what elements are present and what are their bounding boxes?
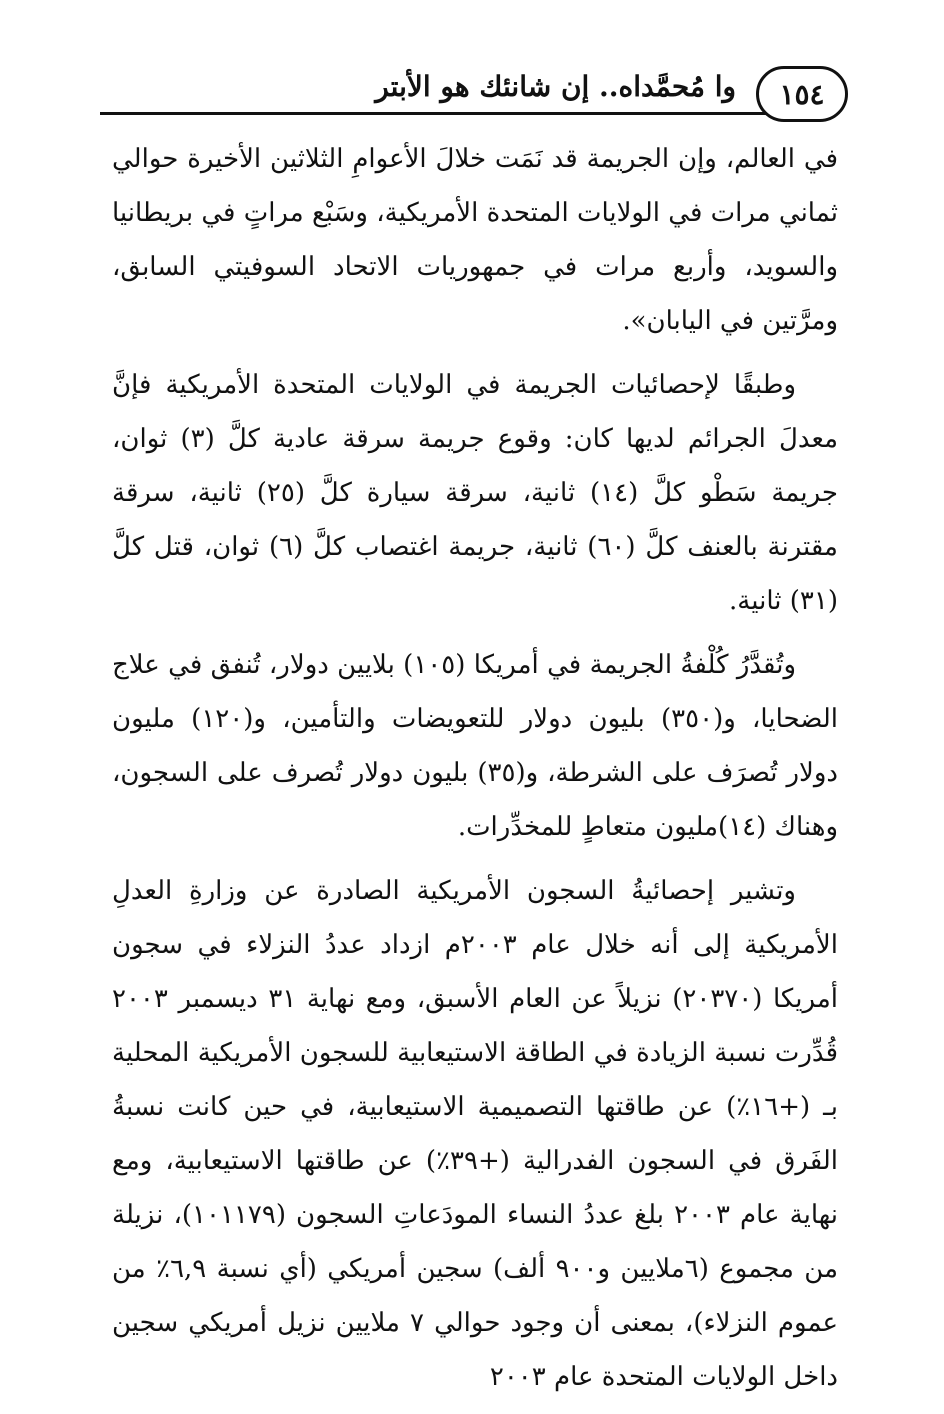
body-text bbox=[112, 132, 838, 1414]
page-header bbox=[100, 60, 848, 122]
paragraph-4: وتشير إحصائيةُ السجون الأمريكية الصادرة عن وزارةِ العدلِ الأمريكية إلى أنه خلال عام ٢٠٠٣م ازداد عددُ النزلاء في سجون أمريكا (٢٠٣٧٠) نزيلاً عن العام الأسبق، ومع نهاية ٣١ ديسمبر ٢٠٠٣ قُدِّرت نسبة الزيادة في الطاقة الاستيعابية للسجون الأمريكية المحلية بـ (+١٦٪) عن طاقتها التصميمية الاستيعابية، في حين كانت نسبةُ الفَرق في السجون الفدرالية (+٣٩٪) عن طاقتها الاستيعابية، ومع نهاية عام ٢٠٠٣ بلغ عددُ النساء المودَعاتِ السجون (١٠١١٧٩)، نزيلة من مجموع (٦ملايين و٩٠٠ ألف) سجين أمريكي (أي نسبة ٦,٩٪ من عموم النزلاء)، بمعنى أن وجود حوالي ٧ ملايين نزيل أمريكي سجين داخل الولايات المتحدة عام ٢٠٠٣ bbox=[112, 876, 839, 1392]
running-title: وا مُحمَّداه.. إن شانئك هو الأبتر bbox=[375, 70, 736, 103]
paragraph-2: وطبقًا لإحصائيات الجريمة في الولايات المتحدة الأمريكية فإنَّ معدلَ الجرائم لديها كان: وقوع جريمة سرقة عادية كلَّ (٣) ثوان، جريمة سَطْو كلَّ (١٤) ثانية، سرقة سيارة كلَّ (٢٥) ثانية، سرقة مقترنة بالعنف كلَّ (٦٠) ثانية، جريمة اغتصاب كلَّ (٦) ثوان، قتل كلَّ (٣١) ثانية. bbox=[112, 370, 838, 616]
page-number: ١٥٤ bbox=[779, 77, 825, 111]
header-rule bbox=[100, 112, 776, 115]
paragraph-3: وتُقدَّرُ كُلْفةُ الجريمة في أمريكا (١٠٥) بلايين دولار، تُنفق في علاج الضحايا، و(٣٥٠) بليون دولار للتعويضات والتأمين، و(١٢٠) مليون دولار تُصرَف على الشرطة، و(٣٥) بليون دولار تُصرف على السجون، وهناك (١٤)مليون متعاطٍ للمخدِّرات. bbox=[112, 650, 838, 842]
paragraph-1: في العالم، وإن الجريمة قد نَمَت خلالَ الأعوامِ الثلاثين الأخيرة حوالي ثماني مرات في الولايات المتحدة الأمريكية، وسَبْع مراتٍ في بريطانيا والسويد، وأربع مرات في جمهوريات الاتحاد السوفيتي السابق، ومرَّتين في اليابان». bbox=[112, 144, 838, 336]
page-number-badge bbox=[756, 66, 848, 122]
